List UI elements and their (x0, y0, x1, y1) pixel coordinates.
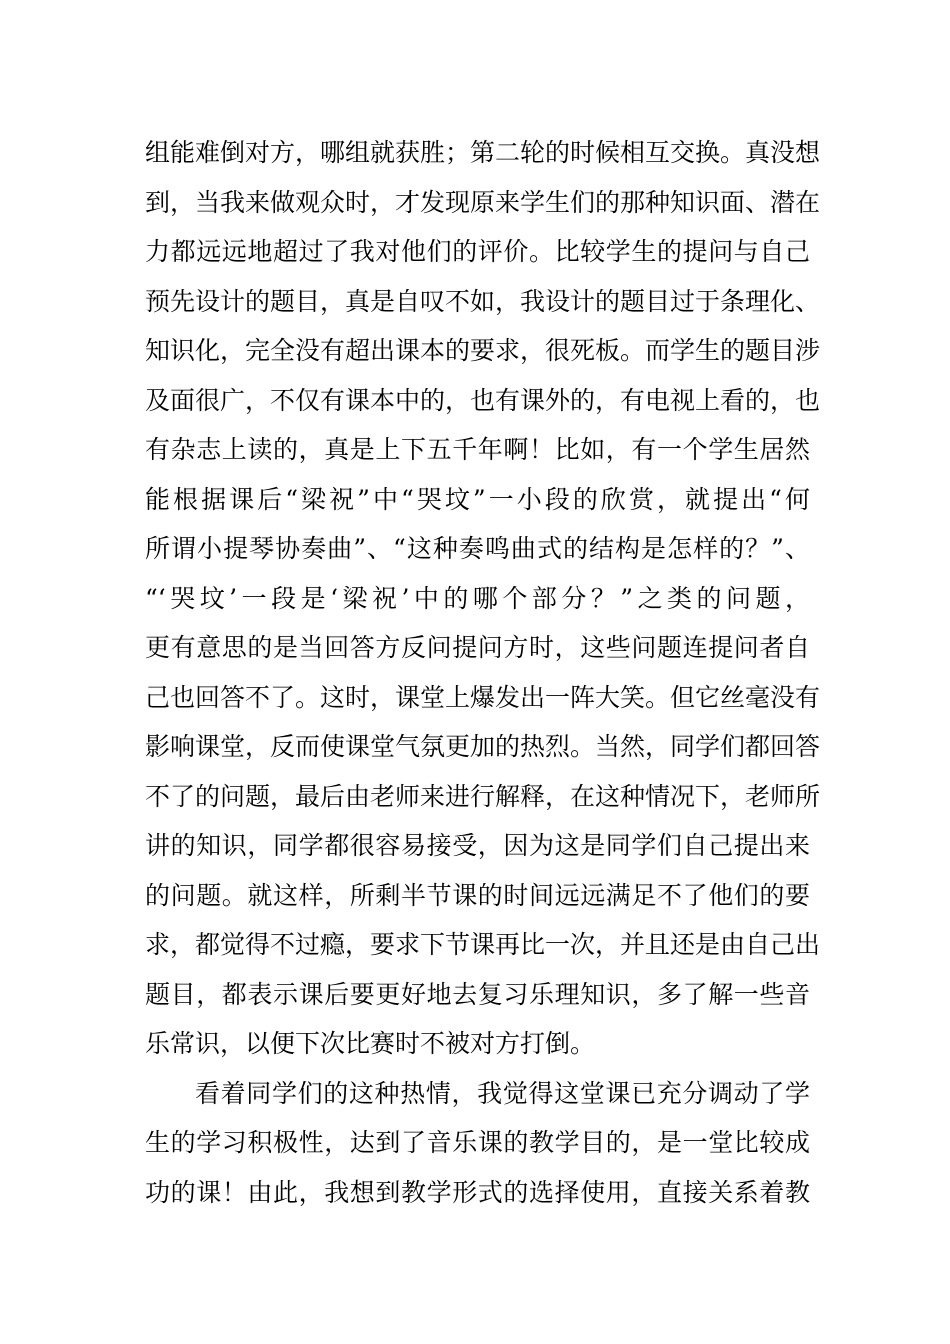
text-line: 的问题。就这样，所剩半节课的时间远远满足不了他们的要 (145, 880, 810, 910)
text-line: 不了的问题，最后由老师来进行解释，在这种情况下，老师所 (145, 781, 821, 811)
text-line: 及面很广，不仅有课本中的，也有课外的，有电视上看的，也 (145, 385, 821, 415)
text-line: 有杂志上读的，真是上下五千年啊！比如，有一个学生居然 (145, 435, 810, 464)
text-line: 求，都觉得不过瘾，要求下节课再比一次，并且还是由自己出 (145, 930, 821, 959)
text-line: “‘哭坟’一段是‘梁祝’中的哪个部分？”之类的问题， (145, 583, 810, 613)
text-line: 预先设计的题目，真是自叹不如，我设计的题目过于条理化、 (145, 286, 821, 316)
text-line: 所谓小提琴协奏曲”、“这种奏鸣曲式的结构是怎样的？”、 (145, 534, 810, 563)
text-line: 到，当我来做观众时，才发现原来学生们的那种知识面、潜在 (145, 187, 821, 217)
text-line: 组能难倒对方，哪组就获胜；第二轮的时候相互交换。真没想 (145, 138, 821, 167)
text-line: 更有意思的是当回答方反问提问方时，这些问题连提问者自 (145, 633, 810, 662)
text-line: 生的学习积极性，达到了音乐课的教学目的，是一堂比较成 (145, 1128, 810, 1157)
text-line: 题目，都表示课后要更好地去复习乐理知识，多了解一些音 (145, 979, 810, 1009)
text-line: 能根据课后“梁祝”中“哭坟”一小段的欣赏，就提出“何 (145, 484, 810, 514)
text-line: 知识化，完全没有超出课本的要求，很死板。而学生的题目涉 (145, 336, 821, 365)
text-line: 讲的知识，同学都很容易接受，因为这是同学们自己提出来 (145, 831, 810, 860)
text-line: 影响课堂，反而使课堂气氛更加的热烈。当然，同学们都回答 (145, 732, 821, 761)
paragraph-start-line: 看着同学们的这种热情，我觉得这堂课已充分调动了学 (195, 1078, 810, 1108)
paragraph-end-line: 乐常识，以便下次比赛时不被对方打倒。 (145, 1029, 596, 1058)
body-text (145, 128, 821, 1217)
text-line: 功的课！由此，我想到教学形式的选择使用，直接关系着教 (145, 1177, 810, 1207)
text-line: 己也回答不了。这时，课堂上爆发出一阵大笑。但它丝毫没有 (145, 682, 821, 712)
text-line: 力都远远地超过了我对他们的评价。比较学生的提问与自己 (145, 237, 810, 266)
